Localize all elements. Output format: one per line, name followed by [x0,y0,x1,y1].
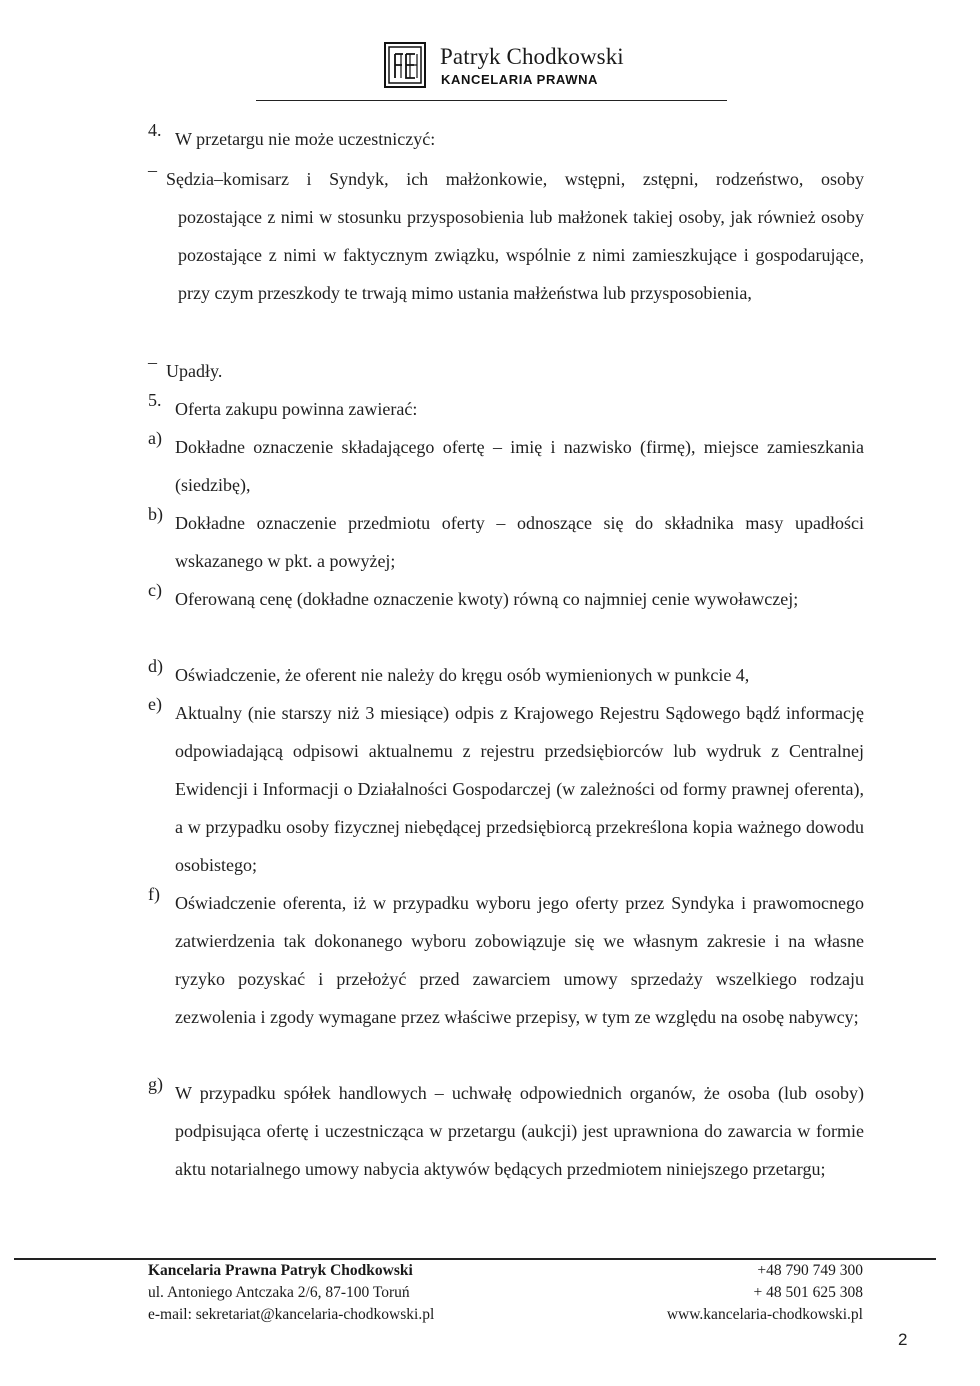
footer-address: ul. Antoniego Antczaka 2/6, 87-100 Toruń [148,1284,410,1301]
item-letter: b) [148,504,163,524]
item-text: Aktualny (nie starszy niż 3 miesiące) odpis z Krajowego Rejestru Sądowego bądź informację odpowiadającą odpisowi aktualnemu z rejestru przedsiębiorców lub wydruk z Centralnej Ewidencji i Informacji o Działalności Gospodarczej (w zależności od formy prawnej oferenta), a w przypadku osoby fizycznej niebędącej przedsiębiorcą przekreślona kopia ważnego dowodu osobistego; [175,703,864,875]
footer-firm-name: Kancelaria Prawna Patryk Chodkowski [148,1262,413,1279]
dash-bullet: – [148,160,157,180]
dash-bullet: – [148,352,157,372]
item-text: Dokładne oznaczenie przedmiotu oferty – odnoszące się do składnika masy upadłości wskazanego w pkt. a powyżej; [175,513,864,571]
item-text: Dokładne oznaczenie składającego ofertę – imię i nazwisko (firmę), miejsce zamieszkania (siedzibę), [175,437,864,495]
item-text: Oferta zakupu powinna zawierać: [175,399,418,419]
footer-phone-2[interactable]: + 48 501 625 308 [753,1284,863,1301]
item-text: W przetargu nie może uczestniczyć: [175,129,436,149]
item-letter: a) [148,428,162,448]
item-text: Oferowaną cenę (dokładne oznaczenie kwoty) równą co najmniej cenie wywoławczej; [175,589,799,609]
item-number: 5. [148,390,162,410]
footer-divider [14,1258,936,1260]
item-text: Oświadczenie oferenta, iż w przypadku wyboru jego oferty przez Syndyka i prawomocnego zatwierdzenia tak dokonanego wyboru zobowiązuje się we własnym zakresie i na własne ryzyko pozyskać i przełożyć przed zawarciem umowy sprzedaży wszelkiego rodzaju zezwolenia i zgody wymagane przez właściwe przepisy, w tym ze względu na osobę nabywcy; [175,893,864,1027]
page-header [0,0,980,110]
item-text: Oświadczenie, że oferent nie należy do kręgu osób wymienionych w punkcie 4, [175,665,750,685]
dash-item-first-line: Sędzia–komisarz i Syndyk, ich małżonkowie, wstępni, zstępni, rodzeństwo, osoby [166,169,864,189]
brand-name: Patryk Chodkowski [440,44,624,69]
item-text: W przypadku spółek handlowych – uchwałę odpowiednich organów, że osoba (lub osoby) podpisująca ofertę i uczestnicząca w przetargu (aukcji) jest uprawniona do zawarcia w formie aktu notarialnego umowy nabycia aktywów będących przedmiotem niniejszego przetargu; [175,1083,864,1179]
item-letter: c) [148,580,162,600]
brand-subtitle: KANCELARIA PRAWNA [441,72,599,87]
monogram-logo-icon [384,42,426,88]
item-letter: d) [148,656,163,676]
footer-email[interactable]: e-mail: sekretariat@kancelaria-chodkowski.pl [148,1306,435,1323]
footer-website[interactable]: www.kancelaria-chodkowski.pl [666,1306,863,1323]
dash-item-continuation: pozostające z nimi w stosunku przysposobienia lub małżonek takiej osoby, jak również osoby pozostające z nimi w faktycznym związku, wspólnie z nimi zamieszkujące i gospodarujące, przy czym przeszkody te trwają mimo ustania małżeństwa lub przysposobienia, [178,207,864,303]
item-letter: e) [148,694,162,714]
item-letter: g) [148,1074,163,1094]
dash-item-text: Upadły. [166,361,223,381]
page-number: 2 [898,1330,908,1349]
footer-phone-1[interactable]: +48 790 749 300 [757,1262,863,1279]
header-divider [256,100,727,101]
item-letter: f) [148,884,160,904]
item-number: 4. [148,120,162,140]
